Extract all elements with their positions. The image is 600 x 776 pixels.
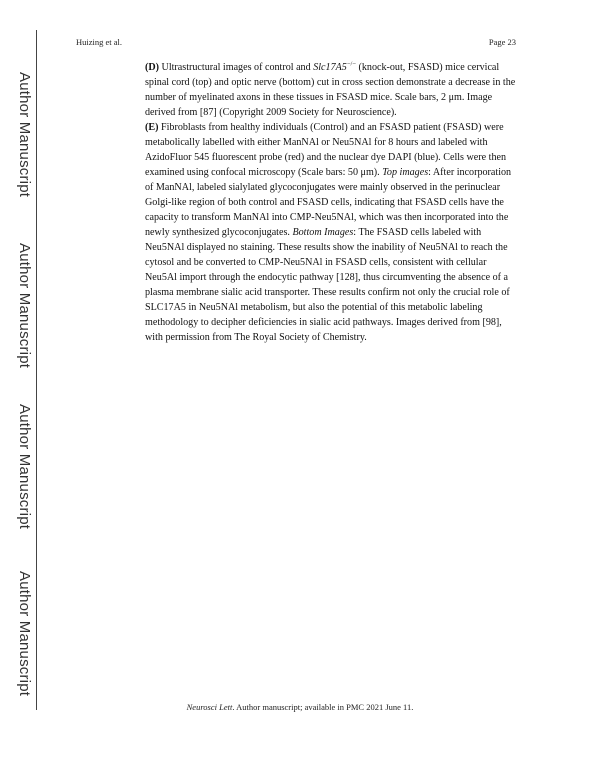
author-manuscript-label-2: Author Manuscript xyxy=(16,243,33,369)
author-manuscript-label-1: Author Manuscript xyxy=(16,72,33,198)
top-images-label: Top images xyxy=(382,167,429,178)
gene-name: Slc17A5 xyxy=(313,62,347,73)
caption-d-text-1: Ultrastructural images of control and xyxy=(159,62,314,73)
page-footer xyxy=(0,702,600,712)
panel-label-e: (E) xyxy=(145,122,159,133)
page-number: Page 23 xyxy=(488,37,516,47)
figure-caption-text xyxy=(145,60,517,345)
panel-label-d: (D) xyxy=(145,62,160,73)
running-head-authors: Huizing et al. xyxy=(76,37,123,47)
bottom-images-label: Bottom Images xyxy=(292,227,354,238)
caption-e-text-1: Fibroblasts from healthy individuals (Control) and an FSASD patient (FSASD) were metabolically labelled with either ManNAl or Neu5NAl for 8 hours and labeled with AzidoFluor 545 fluorescent probe (red) and the nuclear dye DAPI (blue). Cells were then examined using confocal microscopy (Scale bars: 50 μm). xyxy=(145,122,507,178)
caption-e-text-3: : The FSASD cells labeled with Neu5NAl displayed no staining. These results show the inability of Neu5NAl to reach the cytosol and be converted to CMP-Neu5NAl in FSASD cells, consistent with cellular Neu5Al import through the endocytic pathway [128], thus circumventing the absence of a plasma membrane sialic acid transporter. These results confirm not only the crucial role of SLC17A5 in Neu5NAl metabolism, but also the potential of this metabolic labeling methodology to decipher deficiencies in sialic acid pathways. Images derived from [98], with permission from The Royal Society of Chemistry. xyxy=(145,227,510,343)
caption-paragraph-e xyxy=(145,120,517,345)
footer-availability-text: . Author manuscript; available in PMC 2021 June 11. xyxy=(232,702,414,712)
author-manuscript-label-3: Author Manuscript xyxy=(16,404,33,530)
sidebar-divider-line xyxy=(36,30,37,710)
genotype-superscript: −/− xyxy=(346,60,356,68)
caption-d-text-2: (knock-out, FSASD) mice cervical spinal cord (top) and optic nerve (bottom) cut in cross section demonstrate a decrease in the number of myelinated axons in these tissues in FSASD mice. Scale bars, 2 μm. Image derived from [87] (Copyright 2009 Society for Neuroscience). xyxy=(145,62,516,118)
journal-name: Neurosci Lett xyxy=(186,702,233,712)
caption-paragraph-d xyxy=(145,60,517,120)
caption-e-text-2: : After incorporation of ManNAl, labeled sialylated glycoconjugates were mainly observed in the perinuclear Golgi-like region of both control and FSASD cells, indicating that FSASD cells have the capacity to transform ManNAl into CMP-Neu5NAl, which was then incorporated into the newly synthesized glycoconjugates. xyxy=(145,167,512,238)
author-manuscript-label-4: Author Manuscript xyxy=(16,571,33,697)
